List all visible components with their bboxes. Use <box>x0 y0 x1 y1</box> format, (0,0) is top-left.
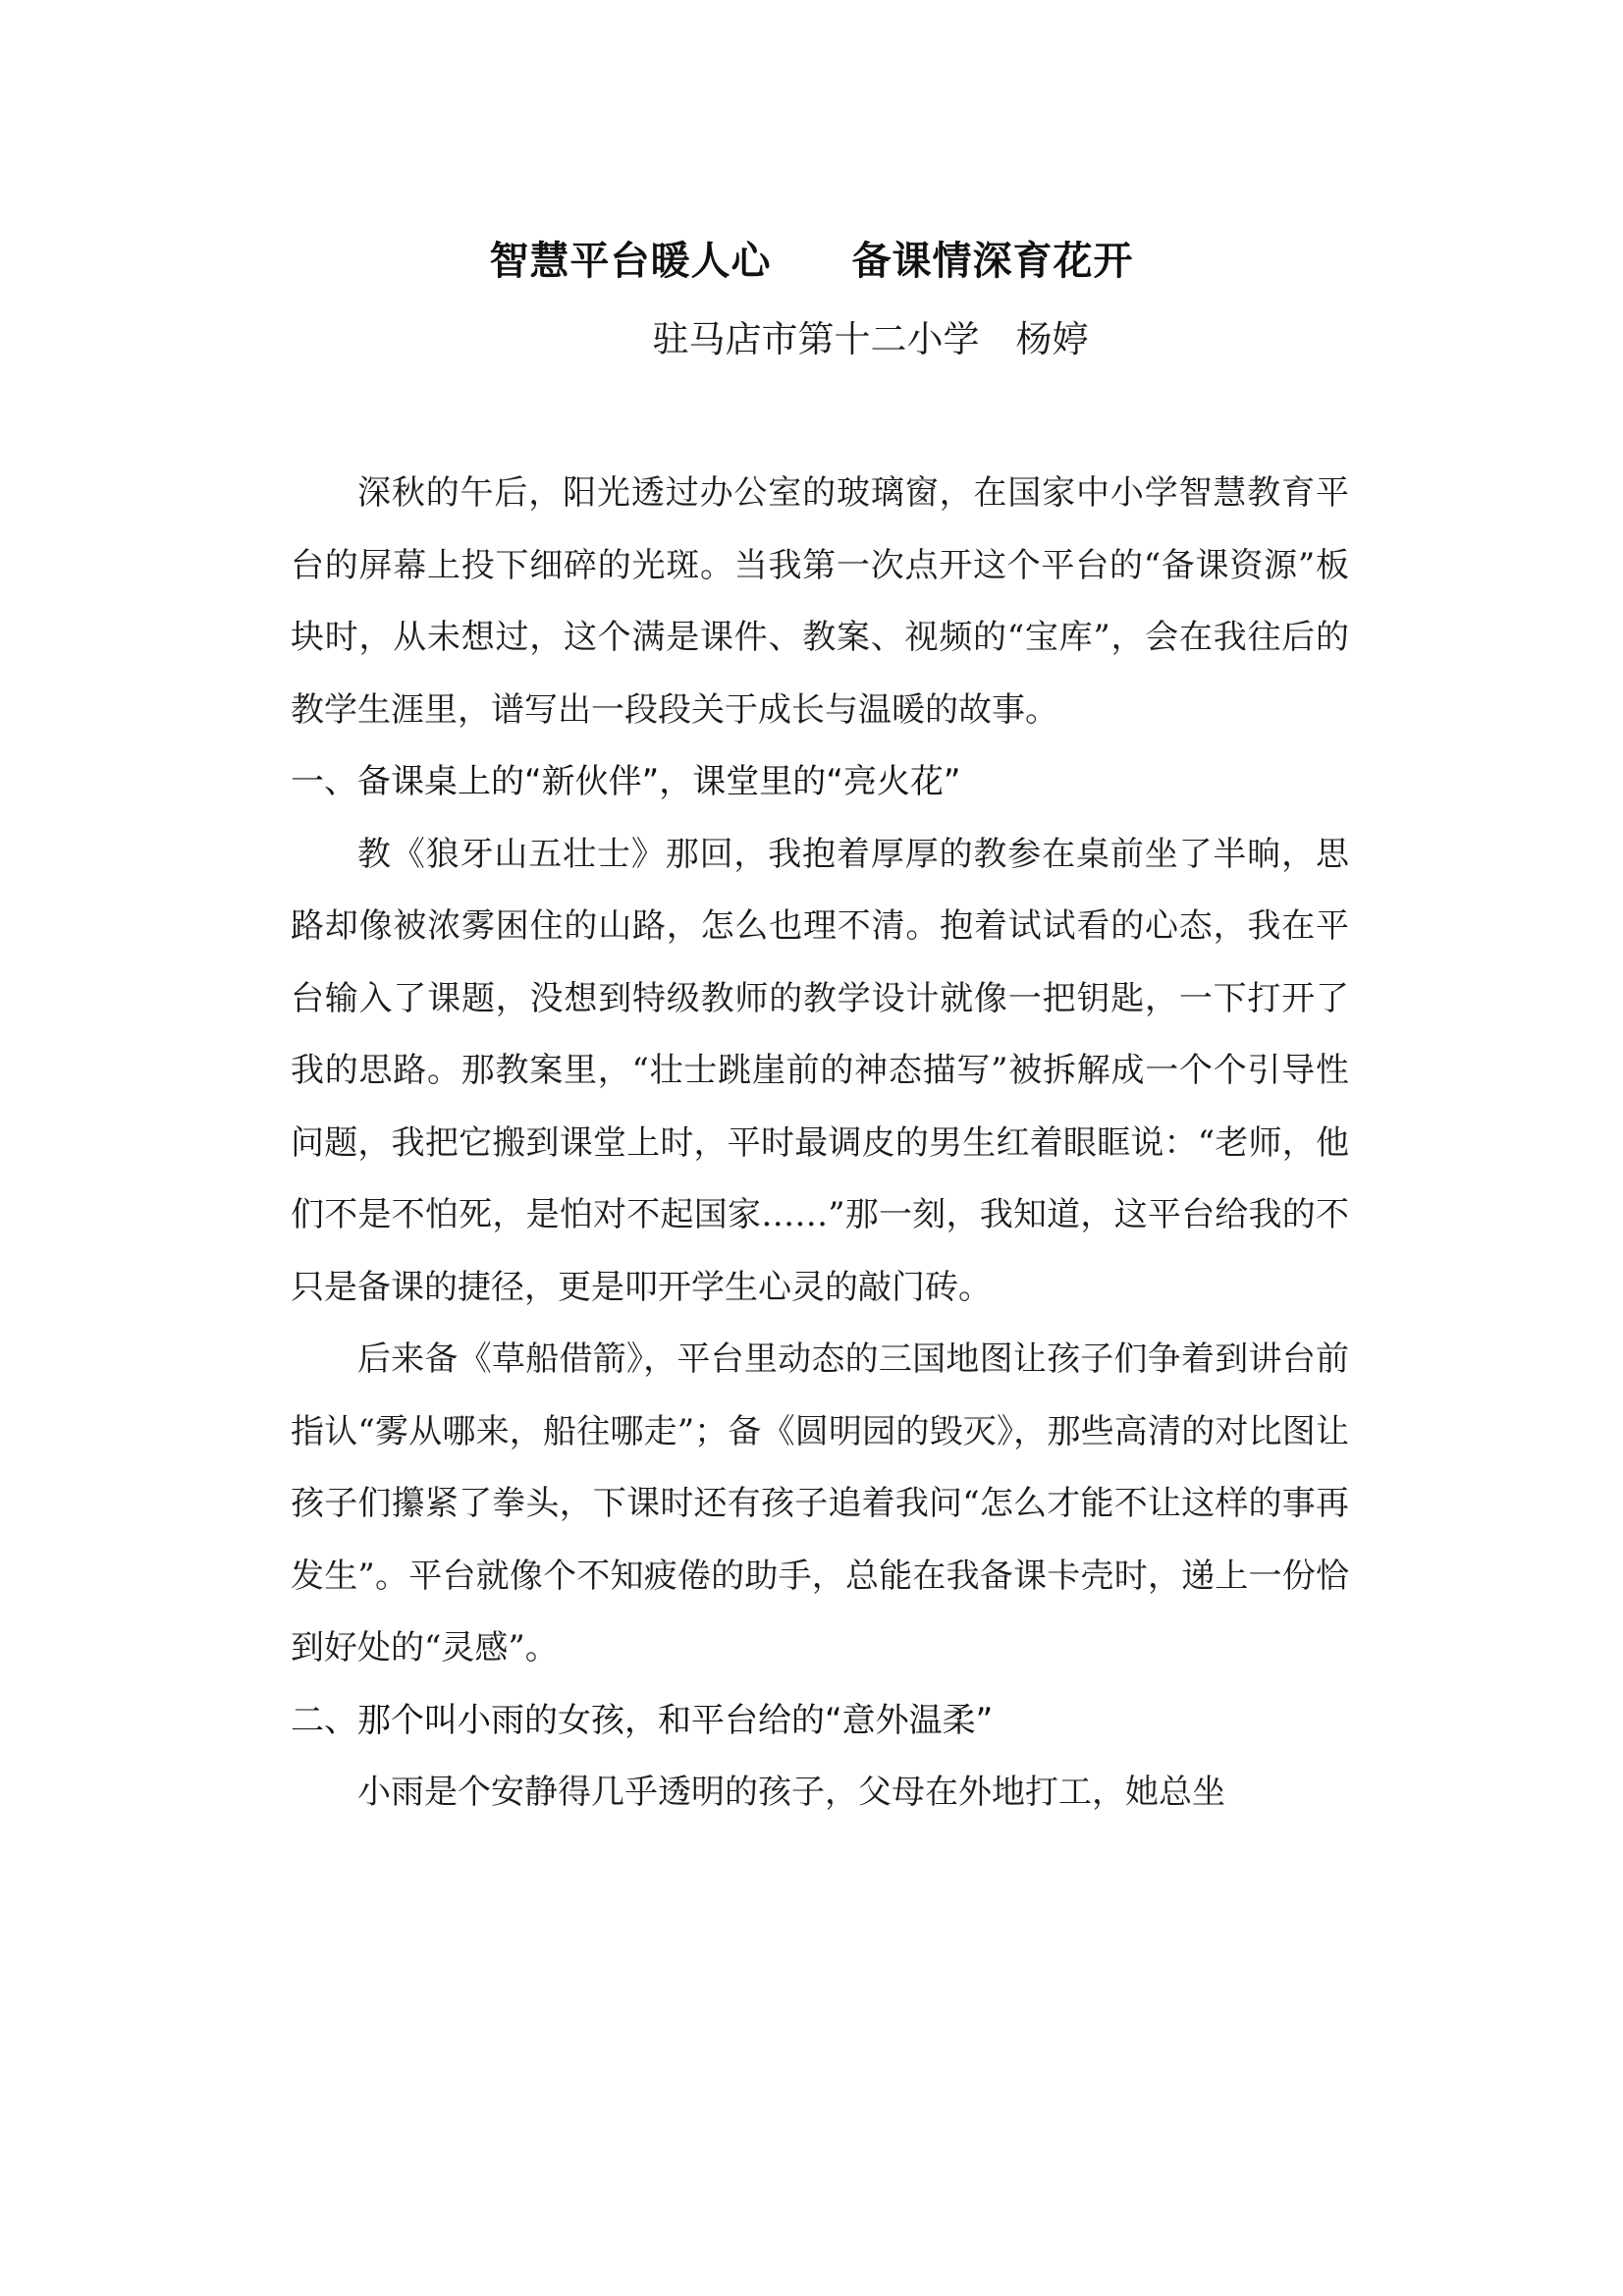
paragraph-xiaoyu: 小雨是个安静得几乎透明的孩子，父母在外地打工，她总坐 <box>357 1773 1225 1812</box>
paragraph-lesson-examples: 后来备《草船借箭》，平台里动态的三国地图让孩子们争着到讲台前指认“雾从哪来，船往哪走”；备《圆明园的毁灭》，那些高清的对比图让孩子们攥紧了拳头，下课时还有孩子追着我问“怎么才能不让这样的事再发生”。平台就像个不知疲倦的助手，总能在我备课卡壳时，递上一份恰到好处的“灵感”。 <box>291 1339 1349 1667</box>
section-heading-2: 二、那个叫小雨的女孩，和平台给的“意外温柔” <box>291 1700 994 1740</box>
section-heading-1: 一、备课桌上的“新伙伴”，课堂里的“亮火花” <box>291 762 961 801</box>
document-title: 智慧平台暖人心 备课情深育花开 <box>489 239 1134 284</box>
paragraph-intro: 深秋的午后，阳光透过办公室的玻璃窗，在国家中小学智慧教育平台的屏幕上投下细碎的光斑。当我第一次点开这个平台的“备课资源”板块时，从未想过，这个满是课件、教案、视频的“宝库”，会在我往后的教学生涯里，谱写出一段段关于成长与温暖的故事。 <box>291 473 1349 730</box>
author-byline: 驻马店市第十二小学 杨婷 <box>652 318 1089 360</box>
paragraph-lesson-langya: 教《狼牙山五壮士》那回，我抱着厚厚的教参在桌前坐了半晌，思路却像被浓雾困住的山路，怎么也理不清。抱着试试看的心态，我在平台输入了课题，没想到特级教师的教学设计就像一把钥匙，一下打开了我的思路。那教案里，“壮士跳崖前的神态描写”被拆解成一个个引导性问题，我把它搬到课堂上时，平时最调皮的男生红着眼眶说：“老师，他们不是不怕死，是怕对不起国家……”那一刻，我知道，这平台给我的不只是备课的捷径，更是叩开学生心灵的敲门砖。 <box>291 834 1349 1307</box>
document-body <box>291 458 1349 1830</box>
